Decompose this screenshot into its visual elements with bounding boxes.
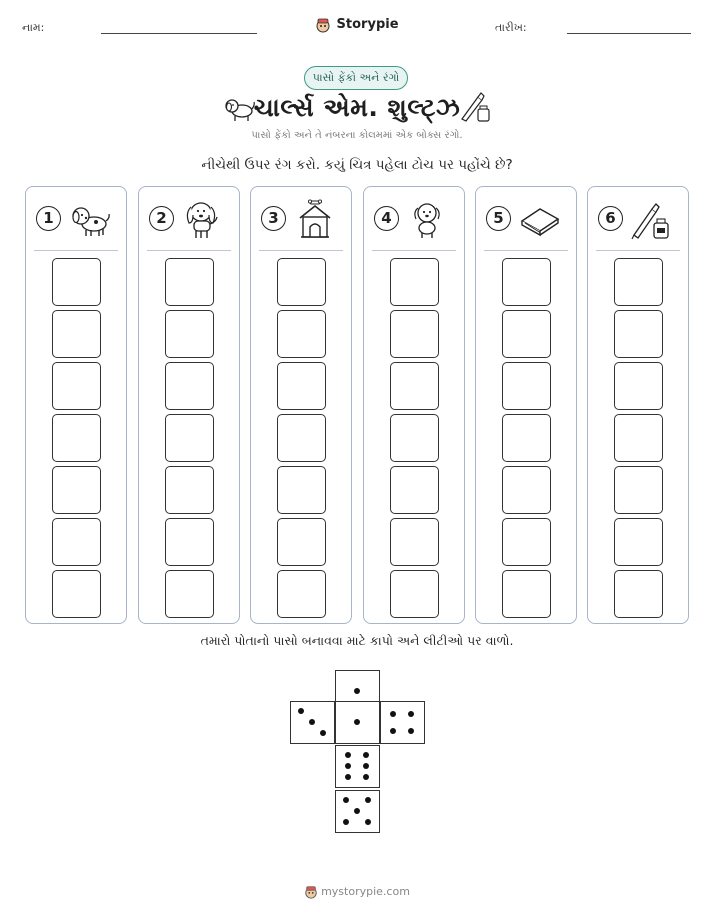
color-box[interactable]	[614, 414, 663, 462]
color-box[interactable]	[614, 466, 663, 514]
footer	[0, 885, 714, 899]
dice-pip	[345, 763, 351, 769]
dice-pip	[365, 797, 371, 803]
column-6	[587, 186, 689, 624]
color-box[interactable]	[165, 570, 214, 618]
footer-url[interactable]: mystorypie.com	[321, 885, 410, 898]
doghouse-icon	[291, 199, 339, 241]
color-box[interactable]	[277, 414, 326, 462]
color-box[interactable]	[390, 414, 439, 462]
dice-pip	[345, 752, 351, 758]
small-dog-icon	[404, 199, 452, 241]
date-label: તારીખ:	[495, 21, 527, 34]
color-box[interactable]	[502, 518, 551, 566]
color-box[interactable]	[390, 570, 439, 618]
color-box[interactable]	[52, 570, 101, 618]
brand-logo	[0, 14, 714, 33]
cut-instruction: તમારો પોતાનો પાસો બનાવવા માટે કાપો અને લીટીઓ પર વાળો.	[200, 633, 514, 648]
color-box[interactable]	[277, 570, 326, 618]
dice-pip	[354, 719, 360, 725]
color-box[interactable]	[277, 362, 326, 410]
dice-pip	[354, 688, 360, 694]
color-box[interactable]	[165, 518, 214, 566]
dice-pip	[408, 728, 414, 734]
color-box[interactable]	[614, 362, 663, 410]
color-box[interactable]	[165, 414, 214, 462]
dice-face-6	[335, 745, 380, 788]
pen-ink-icon	[628, 199, 676, 241]
dice-pip	[363, 763, 369, 769]
dice-face-5	[335, 790, 380, 833]
name-line	[101, 33, 257, 34]
color-box[interactable]	[165, 310, 214, 358]
column-header	[26, 187, 126, 251]
dice-pip	[345, 774, 351, 780]
dice-pip	[354, 808, 360, 814]
title-row	[0, 91, 714, 127]
dice-pip	[343, 797, 349, 803]
column-1	[25, 186, 127, 624]
color-box[interactable]	[390, 362, 439, 410]
color-box[interactable]	[614, 518, 663, 566]
instruction-text: નીચેથી ઉપર રંગ કરો. કયું ચિત્ર પહેલા ટોચ પર પહોંચે છે?	[201, 157, 513, 173]
color-box[interactable]	[277, 518, 326, 566]
column-4	[363, 186, 465, 624]
dice-face-3	[290, 701, 335, 744]
color-box[interactable]	[502, 362, 551, 410]
color-box[interactable]	[390, 310, 439, 358]
color-box[interactable]	[502, 258, 551, 306]
dice-pip	[343, 819, 349, 825]
color-box[interactable]	[52, 310, 101, 358]
column-divider	[147, 250, 231, 251]
column-divider	[372, 250, 456, 251]
color-box[interactable]	[52, 518, 101, 566]
dice-pip	[408, 711, 414, 717]
dice-pip	[363, 774, 369, 780]
column-header	[476, 187, 576, 251]
color-box[interactable]	[165, 362, 214, 410]
color-box[interactable]	[165, 466, 214, 514]
storypie-mascot-icon	[304, 885, 318, 899]
column-divider	[484, 250, 568, 251]
dice-pip	[365, 819, 371, 825]
column-number: 5	[486, 206, 511, 231]
column-number: 1	[36, 206, 61, 231]
date-line	[567, 33, 691, 34]
color-box[interactable]	[614, 310, 663, 358]
dice-pip	[298, 708, 304, 714]
puppy-icon	[66, 199, 114, 241]
pen-ink-title-icon	[458, 91, 492, 123]
worksheet-header	[0, 14, 714, 44]
subtitle: પાસો ફેંકો અને તે નંબરના કોલમમાં એક બોક્સ રંગો.	[251, 130, 463, 141]
dice-pip	[309, 719, 315, 725]
name-label: નામ:	[22, 21, 45, 34]
column-number: 4	[374, 206, 399, 231]
color-box[interactable]	[614, 570, 663, 618]
column-header	[251, 187, 351, 251]
color-box[interactable]	[502, 570, 551, 618]
column-number: 3	[261, 206, 286, 231]
column-divider	[259, 250, 343, 251]
color-box[interactable]	[614, 258, 663, 306]
dice-net	[290, 670, 425, 835]
color-box[interactable]	[52, 258, 101, 306]
dice-face-4	[380, 701, 425, 744]
color-box[interactable]	[277, 310, 326, 358]
column-5	[475, 186, 577, 624]
page-title: ચાર્લ્સ એમ. શુલ્ટ્ઝ	[253, 93, 461, 122]
brand-name: Storypie	[336, 17, 399, 32]
column-number: 2	[149, 206, 174, 231]
color-box[interactable]	[277, 466, 326, 514]
book-icon	[516, 199, 564, 241]
color-box[interactable]	[52, 466, 101, 514]
color-box[interactable]	[502, 466, 551, 514]
dice-pip	[390, 711, 396, 717]
column-header	[364, 187, 464, 251]
column-2	[138, 186, 240, 624]
column-divider	[34, 250, 118, 251]
color-box[interactable]	[390, 466, 439, 514]
color-box[interactable]	[502, 414, 551, 462]
color-box[interactable]	[52, 362, 101, 410]
color-box[interactable]	[277, 258, 326, 306]
dice-face-center	[335, 701, 380, 744]
column-header	[588, 187, 688, 251]
dice-pip	[320, 730, 326, 736]
color-box[interactable]	[390, 518, 439, 566]
column-number: 6	[598, 206, 623, 231]
dice-pip	[363, 752, 369, 758]
activity-pill: પાસો ફેંકો અને રંગો	[304, 66, 408, 90]
column-divider	[596, 250, 680, 251]
color-box[interactable]	[390, 258, 439, 306]
column-header	[139, 187, 239, 251]
color-box[interactable]	[52, 414, 101, 462]
storypie-mascot-icon	[315, 17, 331, 33]
color-box[interactable]	[502, 310, 551, 358]
dog-icon	[179, 199, 227, 241]
column-3	[250, 186, 352, 624]
color-box[interactable]	[165, 258, 214, 306]
dice-pip	[390, 728, 396, 734]
